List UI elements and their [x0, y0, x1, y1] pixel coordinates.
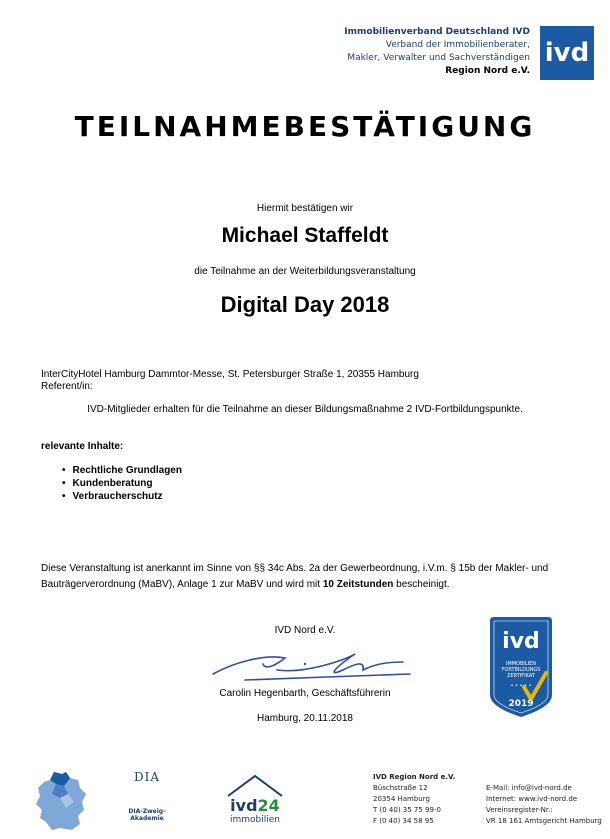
seal-line-2: FORTBILDUNGS: [501, 667, 541, 673]
document-title: TEILNAHMEBESTÄTIGUNG: [74, 110, 536, 143]
contact-fax: F (0 40) 34 58 95: [373, 817, 434, 825]
signatory-name: Carolin Hegenbarth, Geschäftsführerin: [219, 688, 391, 699]
recognition-text-1: Diese Veranstaltung ist anerkannt im Sinne von §§ 34c Abs. 2a der Gewerbeordnung, i.V.m. § 15b der Makler- und Bauträgerverordnung (MaBV), Anlage 1 zur MaBV und wird mit: [41, 563, 549, 590]
contact-web: Internet: www.ivd-nord.de: [486, 795, 578, 803]
recognition-hours: 10 Zeitstunden: [322, 579, 394, 590]
ivd-logo-text: ivd: [544, 38, 590, 68]
germany-map-icon: [34, 770, 88, 832]
ivd-logo: [540, 26, 594, 80]
certificate-seal-icon: [488, 615, 554, 719]
recognition-text-2: bescheinigt.: [393, 579, 450, 590]
seal-year: 2019: [508, 699, 534, 709]
ivd24-word: [222, 796, 288, 815]
content-heading: relevante Inhalte:: [41, 441, 124, 452]
contact-name: IVD Region Nord e.V.: [373, 773, 456, 781]
dia-label: DIA-Zweig-Akademie: [128, 808, 166, 822]
topic-item: • Kundenberatung: [62, 477, 182, 490]
seal-logo-text: ivd: [502, 629, 540, 654]
topic-item: • Rechtliche Grundlagen: [62, 464, 182, 477]
participation-text: die Teilnahme an der Weiterbildungsveranstaltung: [194, 266, 416, 277]
event-name: Digital Day 2018: [220, 292, 390, 317]
contact-address: [373, 772, 455, 827]
contact-phone: T (0 40) 35 75 99-0: [373, 806, 441, 814]
handwritten-signature: [205, 640, 415, 690]
ivd24-logo: [222, 772, 288, 832]
svg-text:• • • • •: • • • • •: [510, 683, 532, 689]
register-value: VR 18 161 Amtsgericht Hamburg: [486, 817, 602, 825]
contact-online: [486, 783, 602, 827]
contact-city: 20354 Hamburg: [373, 795, 430, 803]
date-place: Hamburg, 20.11.2018: [257, 713, 353, 724]
intro-text: Hiermit bestätigen wir: [256, 203, 354, 214]
register-label: Vereinsregister-Nr.:: [486, 806, 553, 814]
dia-logo: [116, 770, 178, 832]
seal-line-3: ZERTIFIKAT: [507, 673, 535, 679]
org-name: Immobilienverband Deutschland IVD: [344, 27, 530, 37]
referent-label: Referent/in:: [41, 381, 93, 392]
issuer-name: IVD Nord e.V.: [274, 625, 336, 636]
organization-header: [344, 26, 530, 78]
ivd24-word-b: 24: [257, 796, 280, 815]
recognition-statement: [41, 561, 593, 593]
participant-name: Michael Staffeldt: [221, 224, 389, 247]
ivd24-subtitle: immobilien: [230, 815, 280, 825]
contact-street: Büschstraße 12: [373, 784, 428, 792]
dia-mark: DIA: [133, 770, 161, 784]
training-points-note: IVD-Mitglieder erhalten für die Teilnahme an dieser Bildungsmaßnahme 2 IVD-Fortbildungspunkte.: [87, 404, 523, 415]
topics-list: [62, 464, 182, 503]
topic-item: • Verbraucherschutz: [62, 490, 182, 503]
ivd24-word-a: ivd: [230, 796, 258, 815]
seal-line-1: IMMOBILIEN: [505, 661, 537, 667]
contact-email: E-Mail: info@ivd-nord.de: [486, 784, 572, 792]
house-roof-icon: [222, 772, 288, 798]
org-region: Region Nord e.V.: [445, 66, 530, 76]
org-description-line-1: Verband der Immobilienberater,: [385, 40, 530, 50]
org-description-line-2: Makler, Verwalter und Sachverständigen: [347, 53, 530, 63]
event-location: InterCityHotel Hamburg Dammtor-Messe, St. Petersburger Straße 1, 20355 Hamburg: [41, 369, 419, 380]
